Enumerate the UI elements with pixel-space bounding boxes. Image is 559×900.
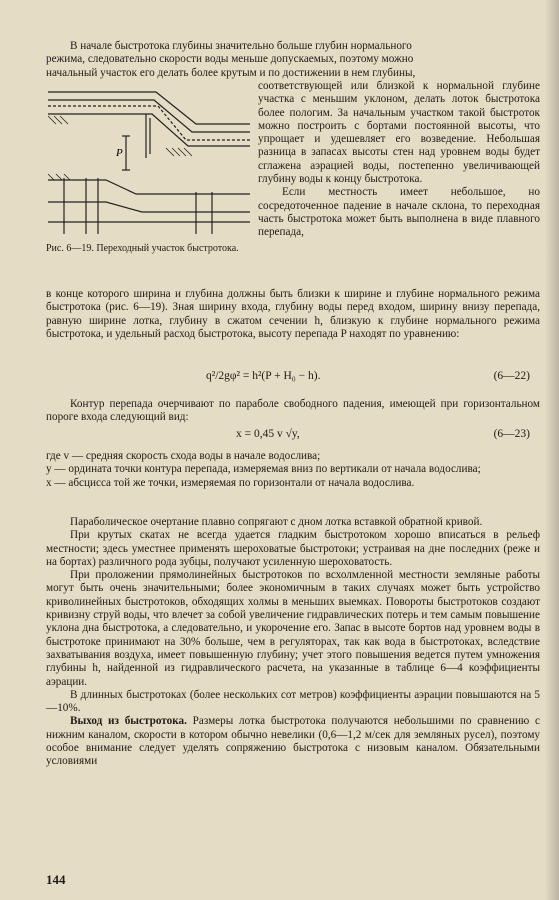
para-outlet — [46, 715, 540, 768]
transition-section-drawing — [46, 84, 252, 244]
page-number: 144 — [46, 872, 66, 887]
page-edge-shadow — [545, 0, 559, 900]
para-contour — [46, 398, 540, 425]
para-aeration: В длинных быстротоках (более нескольких сот метров) коэффициенты аэрации повышаются на 5—10%. — [46, 688, 540, 715]
equation-6-23-text: x = 0,45 v √y, — [236, 428, 300, 440]
wrap-para-1: соответствующей или близкой к нормальной глубине участка с меньшим уклоном, делать лоток быстротока более пологим. За начальным участком такой быстроток можно построить с бортами постоянной высоты, что упрощает и удешевляет его возведение. Небольшая разница в запасах высоты стен над уровнем воды будет сглажена аэрацией воды, постепенно увеличивающей глубину воды к концу быстротока. — [258, 80, 540, 186]
top-line-1: В начале быстротока глубины значительно больше глубин нормального — [70, 40, 412, 52]
figure-caption: Рис. 6—19. Переходный участок быстротока. — [46, 243, 239, 254]
outlet-text: Размеры лотка быстротока получаются небольшими по сравнению с нижним каналом, скорости в котором обычно невелики (0,6—1,2 м/сек для земляных русел), поэтому особое внимание следует уделять сопряжению быстротока с низовым каналом. Обязательными условиями — [46, 715, 540, 768]
para-curvilinear: При проложении прямолинейных быстротоков по всхолмленной местности земляные работы могут быть очень значительными; более экономичным в таких случаях может быть устройство криволинейных быстротоков, обходящих холмы в меньших выемках. Повороты быстротоков создают кривизну струй воды, что влечет за собой увеличение гидравлических потерь и тем самым повышение уклона дна быстротока, а следовательно, и укорочение его. Запас в высоте бортов над уровнем воды в быстротоке принимают на 30% больше, чем в регуляторах, так как вода в быстротоках, вследствие захватывания воздуха, имеет повышенную глубину; учет этого повышения ведется путем умножения глубины h, найденной из гидравлического расчета, на указанные в таблице 6—4 коэффициенты аэрации. — [46, 569, 540, 688]
where-y: y — ордината точки контура перепада, измеряемая вниз по вертикали от начала водослива; — [46, 463, 481, 476]
where-x: x — абсцисса той же точки, измеряемая по горизонтали от начала водослива. — [46, 476, 415, 489]
label-p: P — [116, 147, 123, 159]
body-paragraphs — [46, 516, 540, 769]
top-line-2: режима, следовательно скорости воды меньше допускаемых, поэтому можно — [46, 53, 414, 66]
equation-6-22-text: q²/2gφ² = h²(P + H₀ − h). — [206, 370, 321, 382]
equation-6-22 — [46, 370, 540, 392]
para-steep: При крутых скатах не всегда удается гладким быстротоком хорошо вписаться в рельеф местности; здесь уместнее применять шероховатые быстротоки; устраивая на дне последних (реже и на бортах) различного рода зубцы, получают усиленную шероховатость. — [46, 529, 540, 568]
equation-6-23 — [46, 428, 540, 450]
where-list — [46, 450, 540, 490]
contour-text: Контур перепада очерчивают по параболе свободного падения, имеющей при горизонтальном пороге входа следующий вид: — [46, 398, 540, 424]
outlet-heading: Выход из быстротока. — [70, 715, 187, 728]
figure-6-19 — [46, 84, 252, 268]
equation-6-23-number: (6—23) — [493, 428, 530, 440]
equation-6-22-number: (6—22) — [493, 370, 530, 382]
wrap-text — [258, 80, 540, 240]
para-parabolic: Параболическое очертание плавно сопрягают с дном лотка вставкой обратной кривой. — [70, 516, 483, 528]
top-text — [46, 40, 540, 80]
where-v: где v — средняя скорость схода воды в начале водослива; — [46, 450, 321, 462]
para-after-figure: в конце которого ширина и глубина должны быть близки к ширине и глубине нормального режима быстротока (рис. 6—19). Зная ширину входа, глубину воды перед входом, ширину внизу перепада, равную ширине лотка, глубину в сжатом сечении h, близкую к глубине нормального режима быстротока, и удельный расход быстротока, высоту перепада P находят по уравнению: — [46, 288, 540, 340]
wrap-para-2: Если местность имеет небольшое, но сосредоточенное падение в начале склона, то переходная часть быстротока может быть выполнена в виде плавного перепада, — [258, 186, 540, 239]
top-line-3: начальный участок его делать более крутым и по достижении в нем глубины, — [46, 66, 416, 79]
